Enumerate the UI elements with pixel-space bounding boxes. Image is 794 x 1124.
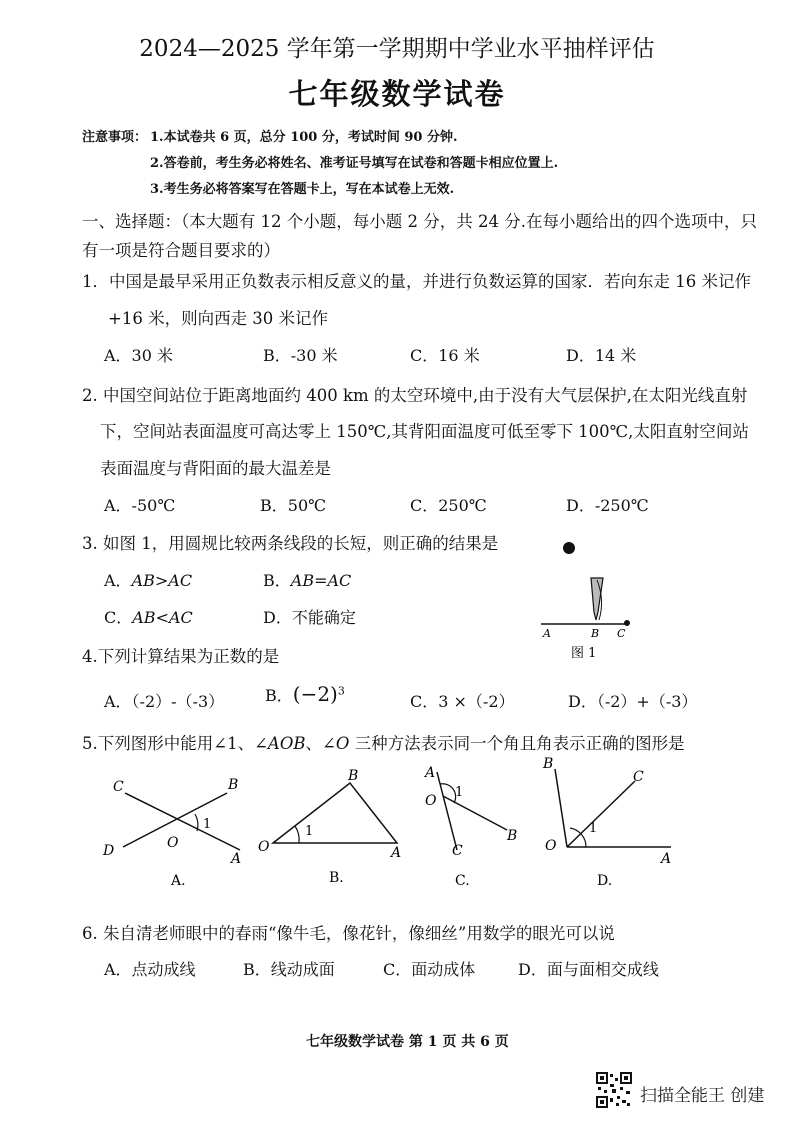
fig1-caption: 图 1	[571, 646, 597, 661]
fig-a-label-o: O	[167, 835, 179, 851]
fig-b-angle-arc	[295, 826, 299, 843]
q4-option-c: C．3 ×（-2）	[410, 692, 515, 711]
fig1-label-a: A	[543, 627, 551, 640]
fig-d-label-o: O	[545, 838, 557, 854]
q4-option-b: B．$(-2)^3$	[265, 682, 345, 706]
fig-d-line-oc	[567, 781, 635, 847]
q3-option-c: C．AB<AC	[104, 608, 193, 627]
section-heading-line-1: 一、选择题：（本大题有 12 个小题，每小题 2 分，共 24 分.在每小题给出的四个选项中，只	[82, 212, 757, 231]
q2-stem-line-2: 下，空间站表面温度可高达零上 150℃,其背阳面温度可低至零下 100℃,太阳直射空间站	[100, 422, 749, 441]
scanner-watermark: 扫描全能王 创建	[640, 1086, 765, 1106]
fig1-label-b: B	[591, 627, 600, 640]
fig-d-label-c: C	[633, 769, 644, 785]
fig-a-label-d: D	[103, 843, 115, 859]
fig-c-label-b: B	[507, 828, 518, 844]
q4-option-a: A．（-2）-（-3）	[104, 692, 225, 711]
q3-stem: 3. 如图 1，用圆规比较两条线段的长短，则正确的结果是	[82, 534, 499, 553]
q2-stem-line-3: 表面温度与背阳面的最大温差是	[100, 459, 331, 478]
fig-d-caption: D.	[597, 873, 613, 889]
fig-b-triangle	[273, 783, 397, 843]
fig-b-label-a: A	[391, 845, 402, 861]
fig-d-label-a: A	[661, 851, 672, 867]
q5-figure-c	[415, 760, 525, 890]
q6-stem: 6. 朱自清老师眼中的春雨“像牛毛，像花针，像细丝”用数学的眼光可以说	[82, 924, 615, 943]
section-heading-line-2: 有一项是符合题目要求的）	[82, 241, 280, 260]
q6-option-c: C．面动成体	[383, 960, 476, 979]
q6-option-a: A．点动成线	[104, 960, 196, 979]
fig-b-caption: B.	[329, 870, 344, 886]
fig-a-caption: A.	[171, 873, 186, 889]
q1-stem-line-1: 1．中国是最早采用正负数表示相反意义的量，并进行负数运算的国家．若向东走 16 米记作	[82, 272, 751, 291]
fig-c-caption: C.	[455, 873, 470, 889]
fig1-label-c: C	[617, 627, 626, 640]
q2-option-b: B．50℃	[260, 496, 327, 515]
notice-item-1: 1.本试卷共 6 页，总分 100 分，考试时间 90 分钟.	[150, 130, 458, 145]
notice-item-2: 2.答卷前，考生务必将姓名、准考证号填写在试卷和答题卡相应位置上.	[150, 156, 559, 171]
fig-c-label-o: O	[425, 793, 437, 809]
compass-hinge-icon	[563, 542, 575, 554]
q5-stem: 5.下列图形中能用∠1、∠AOB、∠O 三种方法表示同一个角且角表示正确的图形是	[82, 734, 685, 753]
fig-b-label-o: O	[258, 839, 270, 855]
fig-b-label-1: 1	[305, 824, 314, 839]
fig-a-label-c: C	[113, 779, 124, 795]
fig-d-label-b: B	[543, 756, 554, 772]
q3-option-b: B．AB=AC	[263, 571, 352, 590]
qr-code-icon	[596, 1072, 632, 1108]
q1-option-c: C．16 米	[410, 346, 480, 365]
fig-c-label-c: C	[452, 843, 463, 859]
fig-c-label-1: 1	[455, 785, 464, 800]
q4-option-d: D．（-2）+（-3）	[568, 692, 698, 711]
fig-d-label-1: 1	[589, 821, 598, 836]
fig-b-label-b: B	[348, 768, 359, 784]
q5-figure-b	[255, 765, 405, 890]
fig-a-line-ca	[125, 793, 240, 850]
fig-a-label-b: B	[228, 777, 239, 793]
q1-option-d: D．14 米	[566, 346, 637, 365]
q2-option-a: A．-50℃	[104, 496, 176, 515]
q1-stem-line-2: +16 米，则向西走 30 米记作	[108, 309, 329, 328]
notice-label: 注意事项：	[82, 130, 148, 145]
fig-c-line-ob	[443, 796, 507, 830]
q6-option-d: D．面与面相交成线	[518, 960, 659, 979]
fig-a-label-1: 1	[203, 817, 212, 832]
q1-option-b: B．-30 米	[263, 346, 338, 365]
q5-figure-d	[535, 755, 680, 890]
q4-stem: 4.下列计算结果为正数的是	[82, 647, 280, 666]
point-c-dot	[624, 620, 630, 626]
q2-option-c: C．250℃	[410, 496, 487, 515]
notice-item-3: 3.考生务必将答案写在答题卡上，写在本试卷上无效.	[150, 182, 455, 197]
q3-option-d: D．不能确定	[263, 608, 356, 627]
fig-a-label-a: A	[231, 851, 242, 867]
q5-figure-a	[95, 765, 255, 890]
q2-option-d: D．-250℃	[566, 496, 649, 515]
page-footer: 七年级数学试卷 第 1 页 共 6 页	[306, 1034, 509, 1050]
exam-subtitle: 七年级数学试卷	[288, 77, 506, 111]
q3-option-a: A．AB>AC	[104, 571, 193, 590]
q1-option-a: A．30 米	[104, 346, 174, 365]
fig-c-label-a: A	[425, 765, 436, 781]
figure-1-compass	[535, 540, 645, 665]
fig-d-line-ob	[555, 769, 567, 847]
q6-option-b: B．线动成面	[243, 960, 335, 979]
q2-stem-line-1: 2. 中国空间站位于距离地面约 400 km 的太空环境中,由于没有大气层保护,在太阳光线直射	[82, 386, 748, 405]
exam-title: 2024—2025 学年第一学期期中学业水平抽样评估	[139, 36, 655, 62]
